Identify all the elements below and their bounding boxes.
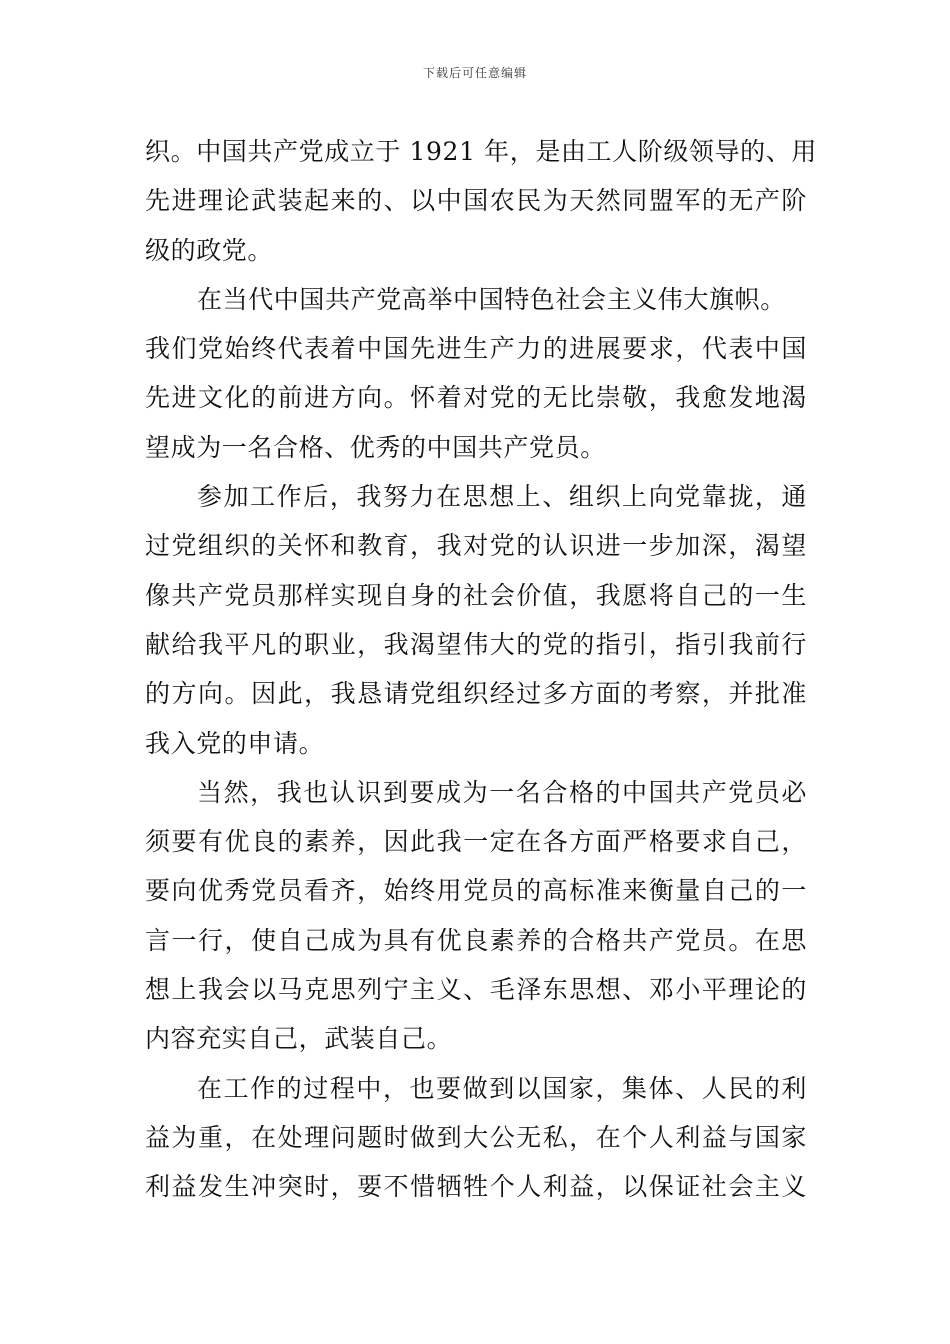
text-line: 益为重，在处理问题时做到大公无私，在个人利益与国家 bbox=[145, 1122, 807, 1152]
page-header: 下载后可任意编辑 bbox=[422, 66, 527, 80]
paragraph-2 bbox=[145, 275, 807, 472]
text-line: 先进理论武装起来的、以中国农民为天然同盟军的无产阶 bbox=[145, 186, 807, 216]
text-line: 献给我平凡的职业，我渴望伟大的党的指引，指引我前行 bbox=[145, 629, 807, 659]
text-line: 参加工作后，我努力在思想上、组织上向党靠拢，通 bbox=[197, 482, 807, 512]
text-line: 我入党的申请。 bbox=[145, 728, 325, 758]
text-line: 言一行，使自己成为具有优良素养的合格共产党员。在思 bbox=[145, 925, 807, 955]
paragraph-3 bbox=[145, 472, 807, 768]
paragraph-5 bbox=[145, 1064, 807, 1212]
text-line: 过党组织的关怀和教育，我对党的认识进一步加深，渴望 bbox=[145, 531, 807, 561]
paragraph-4 bbox=[145, 768, 807, 1064]
text-line: 像共产党员那样实现自身的社会价值，我愿将自己的一生 bbox=[145, 580, 807, 610]
document-body bbox=[145, 127, 817, 1212]
text-line: 利益发生冲突时，要不惜牺牲个人利益，以保证社会主义 bbox=[145, 1172, 807, 1202]
text-line: 级的政党。 bbox=[145, 235, 274, 265]
text-line: 想上我会以马克思列宁主义、毛泽东思想、邓小平理论的 bbox=[145, 975, 807, 1005]
text-line: 先进文化的前进方向。怀着对党的无比崇敬，我愈发地渴 bbox=[145, 383, 807, 413]
text-line: 要向优秀党员看齐，始终用党员的高标准来衡量自己的一 bbox=[145, 876, 807, 906]
text-line: 当然，我也认识到要成为一名合格的中国共产党员必 bbox=[197, 777, 807, 807]
text-line: 须要有优良的素养，因此我一定在各方面严格要求自己， bbox=[145, 827, 807, 857]
text-line: 织。中国共产党成立于 1921 年，是由工人阶级领导的、用 bbox=[145, 137, 817, 166]
text-line: 我们党始终代表着中国先进生产力的进展要求，代表中国 bbox=[145, 334, 807, 364]
text-line: 的方向。因此，我恳请党组织经过多方面的考察，并批准 bbox=[145, 679, 807, 709]
text-line: 在当代中国共产党高举中国特色社会主义伟大旗帜。 bbox=[197, 284, 786, 314]
paragraph-1 bbox=[145, 127, 817, 275]
text-line: 内容充实自己，武装自己。 bbox=[145, 1024, 453, 1054]
text-line: 在工作的过程中，也要做到以国家，集体、人民的利 bbox=[197, 1073, 807, 1103]
text-line: 望成为一名合格、优秀的中国共产党员。 bbox=[145, 432, 606, 462]
